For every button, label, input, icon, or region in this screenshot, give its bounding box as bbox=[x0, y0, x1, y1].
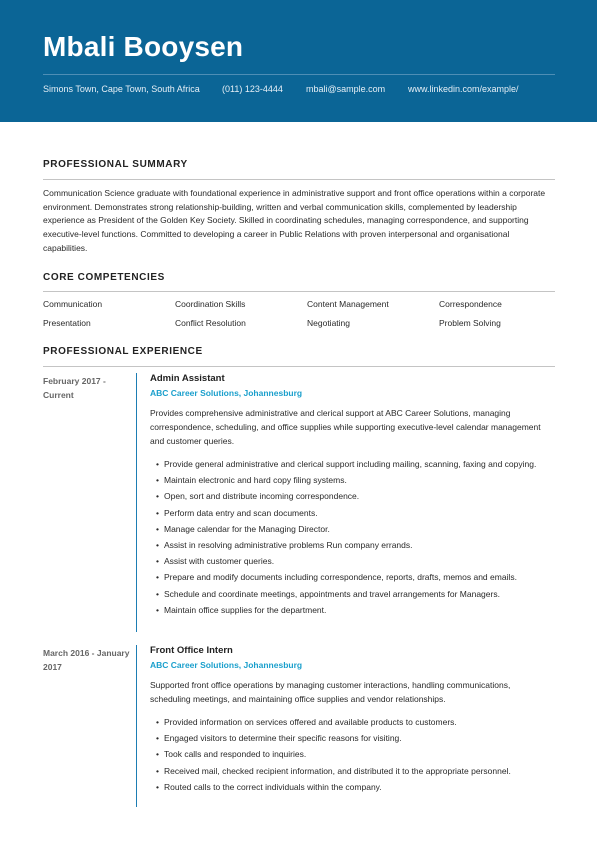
duty-item: • Engaged visitors to determine their specific reasons for visiting. bbox=[156, 731, 554, 745]
duty-item: • Provide general administrative and clerical support including mailing, scanning, faxing and copying. bbox=[156, 457, 554, 471]
job-title: Admin Assistant bbox=[150, 373, 225, 384]
competencies-divider bbox=[43, 291, 555, 292]
job-description: Supported front office operations by managing customer interactions, handling communications, scheduling meetings, and maintaining office supplies and vendor relationships. bbox=[150, 680, 511, 704]
contact-phone: (011) 123-4444 bbox=[222, 84, 283, 94]
job-description: Provides comprehensive administrative and clerical support at ABC Career Solutions, managing correspondence, scheduling, and office supplies while supporting executive-level calendar management and customer queries. bbox=[150, 408, 541, 446]
competency-item: Negotiating bbox=[307, 318, 351, 328]
duty-item: • Perform data entry and scan documents. bbox=[156, 506, 554, 520]
job-date: March 2016 - January 2017 bbox=[43, 648, 130, 672]
contact-linkedin[interactable]: www.linkedin.com/example/ bbox=[408, 84, 519, 94]
job-title: Front Office Intern bbox=[150, 645, 233, 656]
competency-item: Content Management bbox=[307, 299, 389, 309]
duty-item: • Took calls and responded to inquiries. bbox=[156, 747, 554, 761]
header-divider bbox=[43, 74, 555, 75]
duty-item: • Schedule and coordinate meetings, appointments and travel arrangements for Managers. bbox=[156, 587, 554, 601]
competencies-heading: CORE COMPETENCIES bbox=[43, 272, 165, 283]
duty-item: • Assist in resolving administrative problems Run company errands. bbox=[156, 538, 554, 552]
job-duties-list bbox=[156, 715, 554, 796]
job-company: ABC Career Solutions, Johannesburg bbox=[150, 388, 303, 398]
job-company: ABC Career Solutions, Johannesburg bbox=[150, 660, 303, 670]
competency-item: Presentation bbox=[43, 318, 91, 328]
duty-item: • Routed calls to the correct individuals within the company. bbox=[156, 780, 554, 794]
experience-heading: PROFESSIONAL EXPERIENCE bbox=[43, 346, 203, 357]
resume-header bbox=[0, 0, 597, 122]
contact-address: Simons Town, Cape Town, South Africa bbox=[43, 84, 200, 94]
duty-item: • Open, sort and distribute incoming correspondence. bbox=[156, 489, 554, 503]
competency-item: Problem Solving bbox=[439, 318, 501, 328]
duty-item: • Provided information on services offered and available products to customers. bbox=[156, 715, 554, 729]
duty-item: • Assist with customer queries. bbox=[156, 554, 554, 568]
summary-divider bbox=[43, 179, 555, 180]
candidate-name: Mbali Booysen bbox=[43, 31, 244, 62]
job-duties-list bbox=[156, 457, 554, 619]
summary-text: Communication Science graduate with foundational experience in administrative support and front office operations within a corporate environment. Demonstrates strong relationship-building, written and verbal communication skills, complemented by leadership experience as President of the Golden Key Society. Skilled in coordinating schedules, managing correspondence, and supporting executive-level functions. Committed to developing a career in Public Relations with proven interpersonal and organisational capabilities. bbox=[43, 188, 546, 253]
timeline-line bbox=[136, 645, 137, 807]
job-date: February 2017 - Current bbox=[43, 376, 106, 400]
duty-item: • Prepare and modify documents including correspondence, reports, drafts, memos and emails. bbox=[156, 570, 554, 584]
duty-item: • Received mail, checked recipient information, and distributed it to the appropriate personnel. bbox=[156, 764, 554, 778]
contact-email[interactable]: mbali@sample.com bbox=[306, 84, 386, 94]
duty-item: • Maintain office supplies for the department. bbox=[156, 603, 554, 617]
duty-item: • Maintain electronic and hard copy filing systems. bbox=[156, 473, 554, 487]
summary-heading: PROFESSIONAL SUMMARY bbox=[43, 159, 188, 170]
experience-divider bbox=[43, 366, 555, 367]
competency-item: Conflict Resolution bbox=[175, 318, 246, 328]
duty-item: • Manage calendar for the Managing Director. bbox=[156, 522, 554, 536]
competency-item: Coordination Skills bbox=[175, 299, 246, 309]
competency-item: Communication bbox=[43, 299, 103, 309]
timeline-line bbox=[136, 373, 137, 632]
competency-item: Correspondence bbox=[439, 299, 502, 309]
